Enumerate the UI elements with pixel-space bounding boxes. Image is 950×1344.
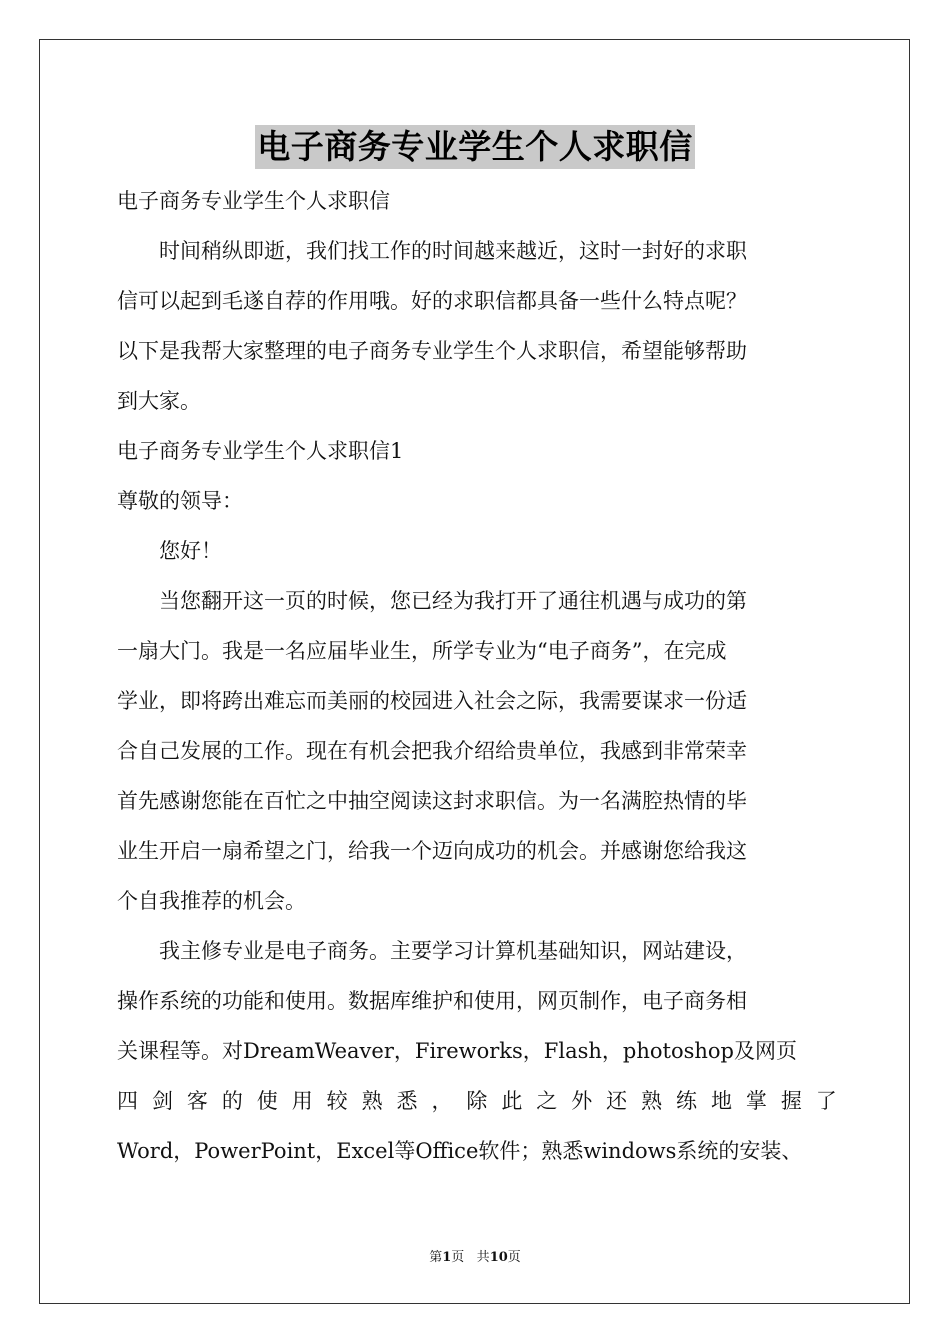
paragraph-2-line-2: 操作系统的功能和使用。数据库维护和使用，网页制作，电子商务相 xyxy=(117,989,747,1013)
spread-char: 使 xyxy=(256,1089,278,1113)
spread-char: 之 xyxy=(536,1089,558,1113)
paragraph-1-line-6: 业生开启一扇希望之门，给我一个迈向成功的机会。并感谢您给我这 xyxy=(117,839,747,863)
paragraph-1-line-5: 首先感谢您能在百忙之中抽空阅读这封求职信。为一名满腔热情的毕 xyxy=(117,789,747,813)
spread-char: 握 xyxy=(780,1089,802,1113)
section-heading: 电子商务专业学生个人求职信1 xyxy=(117,439,404,463)
salutation: 尊敬的领导： xyxy=(117,489,243,513)
spread-char: 较 xyxy=(326,1089,348,1113)
spread-char: 熟 xyxy=(361,1089,383,1113)
spread-char: 的 xyxy=(221,1089,243,1113)
footer-page-number: 1 xyxy=(442,1250,452,1265)
spread-char: 地 xyxy=(710,1089,732,1113)
spread-char: 除 xyxy=(466,1089,488,1113)
paragraph-2-line-3: 关课程等。对DreamWeaver，Fireworks，Flash，photoshop及网页 xyxy=(117,1039,797,1063)
spread-char: ， xyxy=(431,1089,453,1113)
footer-total-prefix: 共 xyxy=(476,1250,490,1265)
intro-line-1: 时间稍纵即逝，我们找工作的时间越来越近，这时一封好的求职 xyxy=(159,239,747,263)
greeting: 您好！ xyxy=(159,539,222,563)
spread-char: 四 xyxy=(117,1089,138,1113)
spread-char: 用 xyxy=(291,1089,313,1113)
footer-total-pages: 10 xyxy=(489,1250,508,1265)
footer-page-prefix: 第 xyxy=(429,1250,443,1265)
paragraph-2-line-5: Word，PowerPoint，Excel等Office软件；熟悉windows系统的安装、 xyxy=(117,1139,803,1163)
document-body xyxy=(117,176,837,1176)
spread-char: 外 xyxy=(571,1089,593,1113)
spread-char: 剑 xyxy=(151,1089,173,1113)
paragraph-1-line-4: 合自己发展的工作。现在有机会把我介绍给贵单位，我感到非常荣幸 xyxy=(117,739,747,763)
spread-char: 客 xyxy=(186,1089,208,1113)
footer-page-suffix: 页 xyxy=(451,1250,465,1265)
paragraph-2-line-1: 我主修专业是电子商务。主要学习计算机基础知识，网站建设， xyxy=(159,939,747,963)
paragraph-1-line-3: 学业，即将跨出难忘而美丽的校园进入社会之际，我需要谋求一份适 xyxy=(117,689,747,713)
paragraph-2-line-4 xyxy=(117,1076,837,1126)
paragraph-1-line-7: 个自我推荐的机会。 xyxy=(117,889,306,913)
paragraph-1-line-2: 一扇大门。我是一名应届毕业生，所学专业为“电子商务”，在完成 xyxy=(117,639,727,663)
intro-line-4: 到大家。 xyxy=(117,389,201,413)
footer-total-suffix: 页 xyxy=(507,1250,521,1265)
spread-char: 练 xyxy=(676,1089,697,1113)
spread-char: 了 xyxy=(815,1089,837,1113)
spread-char: 还 xyxy=(606,1089,628,1113)
intro-line-2: 信可以起到毛遂自荐的作用哦。好的求职信都具备一些什么特点呢？ xyxy=(117,289,747,313)
subtitle-line: 电子商务专业学生个人求职信 xyxy=(117,189,390,213)
title-container xyxy=(0,125,950,169)
spread-char: 此 xyxy=(501,1089,523,1113)
spread-char: 熟 xyxy=(641,1089,663,1113)
paragraph-1-line-1: 当您翻开这一页的时候，您已经为我打开了通往机遇与成功的第 xyxy=(159,589,747,613)
page-footer xyxy=(0,1246,950,1265)
spread-char: 悉 xyxy=(396,1089,418,1113)
document-title: 电子商务专业学生个人求职信 xyxy=(255,125,695,169)
spread-char: 掌 xyxy=(745,1089,767,1113)
intro-line-3: 以下是我帮大家整理的电子商务专业学生个人求职信，希望能够帮助 xyxy=(117,339,747,363)
